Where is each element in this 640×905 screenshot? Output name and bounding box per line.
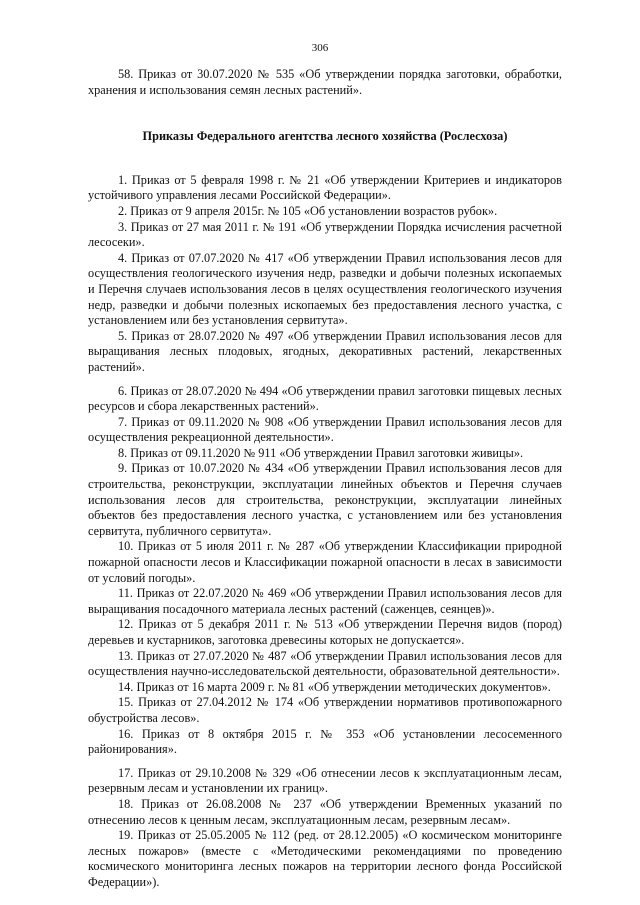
list-item: 5. Приказ от 28.07.2020 № 497 «Об утверждении Правил использования лесов для выращивания лесных плодовых, ягодных, декоративных растений, лекарственных растений». bbox=[88, 328, 562, 374]
list-item: 7. Приказ от 09.11.2020 № 908 «Об утверждении Правил использования лесов для осуществления рекреационной деятельности». bbox=[88, 414, 562, 445]
intro-paragraph: 58. Приказ от 30.07.2020 № 535 «Об утверждении порядка заготовки, обработки, хранения и использования семян лесных растений». bbox=[88, 67, 562, 97]
page-number: 306 bbox=[311, 42, 329, 54]
section-heading: Приказы Федерального агентства лесного хозяйства (Рослесхоза) bbox=[142, 129, 508, 144]
list-item: 8. Приказ от 09.11.2020 № 911 «Об утверждении Правил заготовки живицы». bbox=[118, 445, 524, 460]
list-item: 11. Приказ от 22.07.2020 № 469 «Об утверждении Правил использования лесов для выращивания посадочного материала лесных растений (саженцев, сеянцев)». bbox=[88, 586, 562, 616]
list-item: 2. Приказ от 9 апреля 2015г. № 105 «Об установлении возрастов рубок». bbox=[118, 203, 498, 218]
list-item: 14. Приказ от 16 марта 2009 г. № 81 «Об утверждении методических документов». bbox=[118, 679, 551, 694]
list-item: 19. Приказ от 25.05.2005 № 112 (ред. от 28.12.2005) «О космическом мониторинге лесных пожаров» (вместе с «Методическими рекомендациями по проведению космического мониторинга лесных пожаров на территории лесного фонда Российской Федерации»). bbox=[88, 828, 562, 889]
list-item: 6. Приказ от 28.07.2020 № 494 «Об утверждении правил заготовки пищевых лесных ресурсов и сбора лекарственных растений». bbox=[88, 383, 562, 414]
list-item: 3. Приказ от 27 мая 2011 г. № 191 «Об утверждении Порядка исчисления расчетной лесосеки». bbox=[88, 219, 562, 250]
orders-list bbox=[88, 173, 562, 891]
list-item: 12. Приказ от 5 декабря 2011 г. № 513 «Об утверждении Перечня видов (пород) деревьев и кустарников, заготовка древесины которых не допускается». bbox=[88, 617, 562, 647]
list-item: 1. Приказ от 5 февраля 1998 г. № 21 «Об утверждении Критериев и индикаторов устойчивого управления лесами Российской Федерации». bbox=[88, 172, 562, 203]
list-item: 10. Приказ от 5 июля 2011 г. № 287 «Об утверждении Классификации природной пожарной опасности лесов и Классификации пожарной опасности в лесах в зависимости от условий погоды». bbox=[88, 539, 562, 585]
list-item: 13. Приказ от 27.07.2020 № 487 «Об утверждении Правил использования лесов для осуществления научно-исследовательской деятельности, образовательной деятельности». bbox=[88, 648, 562, 679]
list-item: 4. Приказ от 07.07.2020 № 417 «Об утверждении Правил использования лесов для осуществления геологического изучения недр, разведки и добычи полезных ископаемых и Перечня случаев использования лесов в целях осуществления геологического изучения недр, разведки и добычи полезных ископаемых без предоставления лесного участка, с установлением или без установления сервитута». bbox=[88, 250, 562, 328]
list-item: 17. Приказ от 29.10.2008 № 329 «Об отнесении лесов к эксплуатационным лесам, резервным лесам и установлении их границ». bbox=[88, 765, 562, 796]
list-item: 16. Приказ от 8 октября 2015 г. № 353 «Об установлении лесосеменного районирования». bbox=[88, 726, 562, 757]
list-item: 9. Приказ от 10.07.2020 № 434 «Об утверждении Правил использования лесов для строительства, реконструкции, эксплуатации линейных объектов и Перечня случаев использования лесов для строительства, реконструкции, эксплуатации линейных объектов без предоставления лесного участка, с установлением или без установления сервитута, публичного сервитута». bbox=[88, 461, 562, 538]
list-item: 15. Приказ от 27.04.2012 № 174 «Об утверждении нормативов противопожарного обустройства лесов». bbox=[88, 695, 562, 725]
list-item: 18. Приказ от 26.08.2008 № 237 «Об утверждении Временных указаний по отнесению лесов к ценным лесам, эксплуатационным лесам, резервным лесам». bbox=[88, 796, 562, 827]
page-content bbox=[88, 67, 562, 891]
